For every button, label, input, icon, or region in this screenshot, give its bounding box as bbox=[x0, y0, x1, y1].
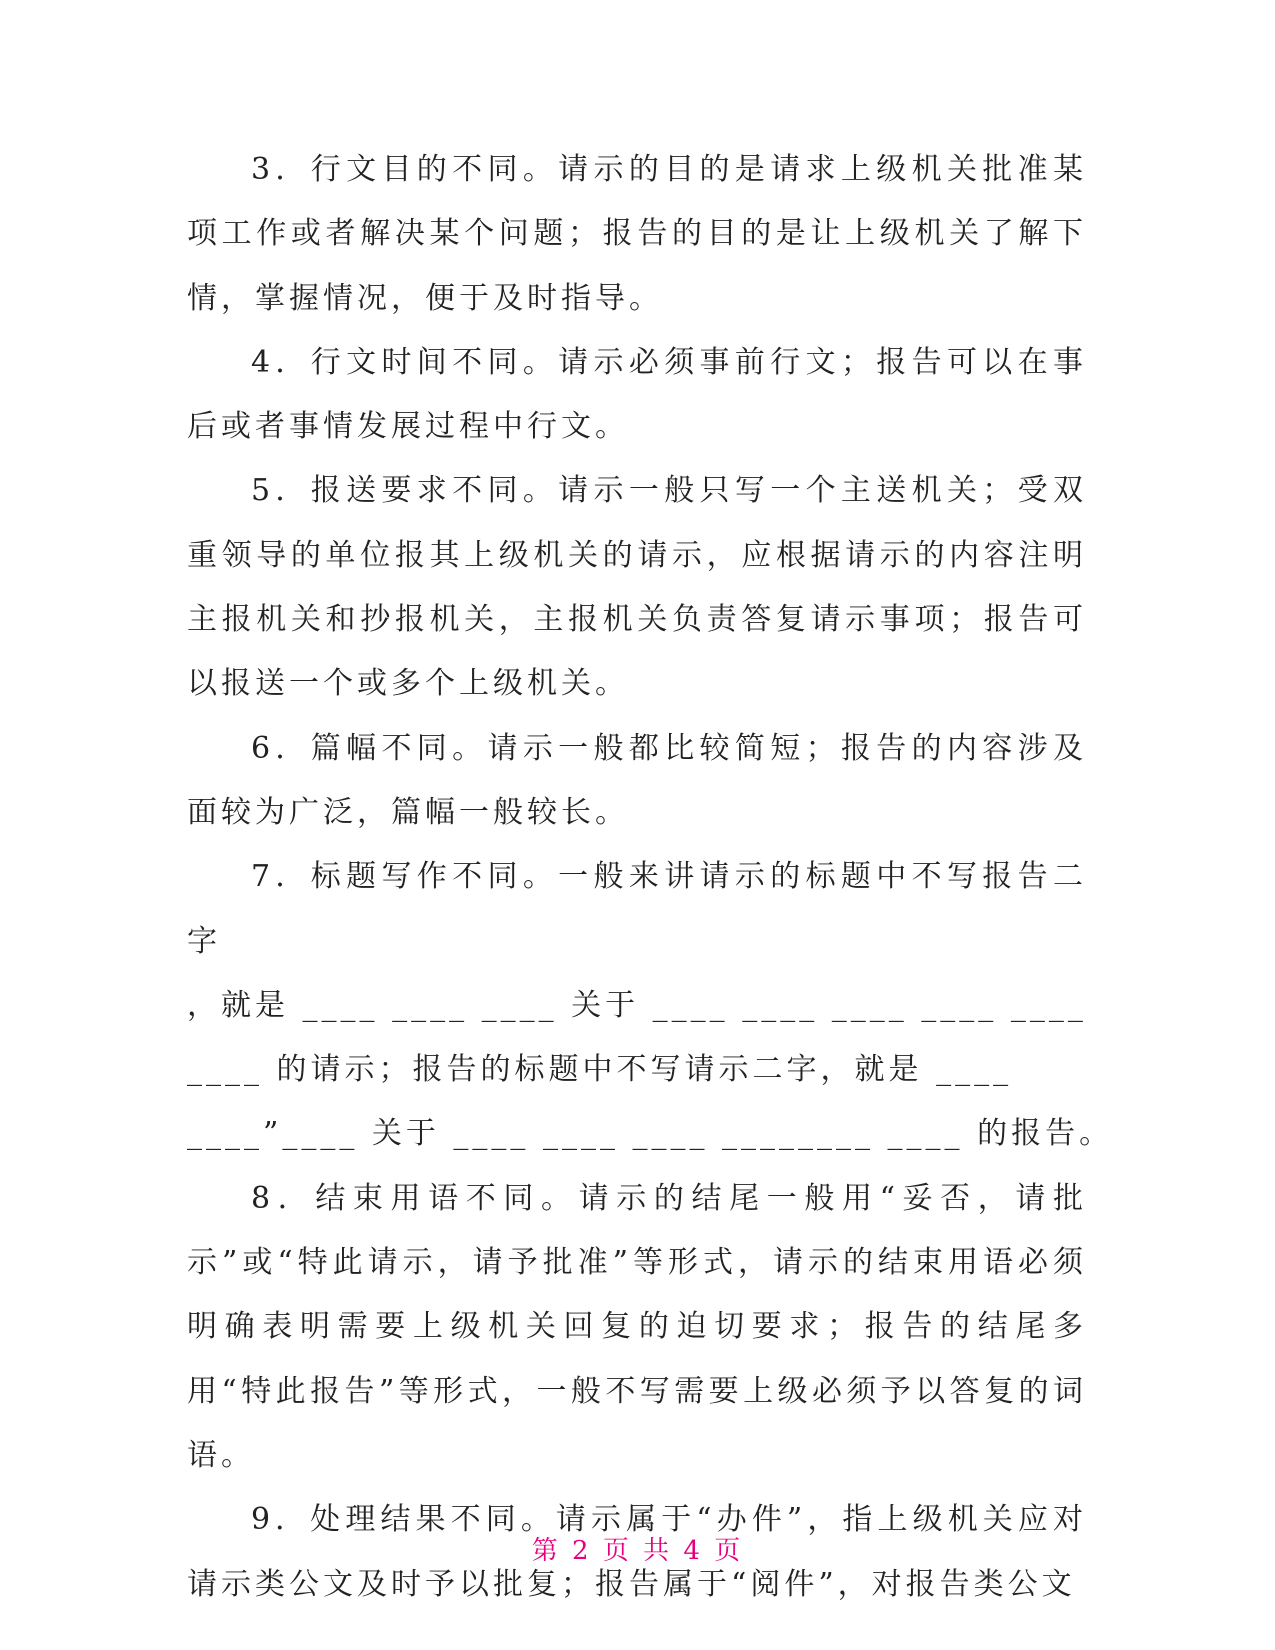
paragraph-5: 5．报送要求不同。请示一般只写一个主送机关；受双重领导的单位报其上级机关的请示，应根据请示的内容注明主报机关和抄报机关，主报机关负责答复请示事项；报告可以报送一个或多个上级机关。 bbox=[187, 473, 1087, 702]
page-number-footer: 第 2 页 共 4 页 bbox=[531, 1536, 744, 1566]
document-body bbox=[187, 138, 1114, 1617]
paragraph-9: 9．处理结果不同。请示属于“办件”，指上级机关应对请示类公文及时予以批复；报告属于“阅件”，对报告类公文 bbox=[187, 1502, 1087, 1602]
paragraph-7-line-2: ，就是 ____ ____ ____ 关于 ____ ____ ____ ____ ____ bbox=[187, 987, 1087, 1023]
paragraph-6: 6．篇幅不同。请示一般都比较简短；报告的内容涉及面较为广泛，篇幅一般较长。 bbox=[187, 730, 1087, 830]
paragraph-7-line-3: ____ 的请示；报告的标题中不写请示二字，就是 ____ bbox=[187, 1052, 1013, 1088]
paragraph-8: 8．结束用语不同。请示的结尾一般用“妥否，请批示”或“特此请示，请予批准”等形式，请示的结束用语必须明确表明需要上级机关回复的迫切要求；报告的结尾多用“特此报告”等形式，一般不写需要上级必须予以答复的词语。 bbox=[187, 1180, 1087, 1473]
paragraph-4: 4．行文时间不同。请示必须事前行文；报告可以在事后或者事情发展过程中行文。 bbox=[187, 344, 1087, 445]
paragraph-7-line-4: ____”____ 关于 ____ ____ ____ ________ ____ 的报告。 bbox=[187, 1116, 1114, 1152]
paragraph-3: 3．行文目的不同。请示的目的是请求上级机关批准某项工作或者解决某个问题；报告的目的是让上级机关了解下情，掌握情况，便于及时指导。 bbox=[187, 152, 1087, 316]
paragraph-7: 7．标题写作不同。一般来讲请示的标题中不写报告二字 bbox=[187, 859, 1087, 959]
